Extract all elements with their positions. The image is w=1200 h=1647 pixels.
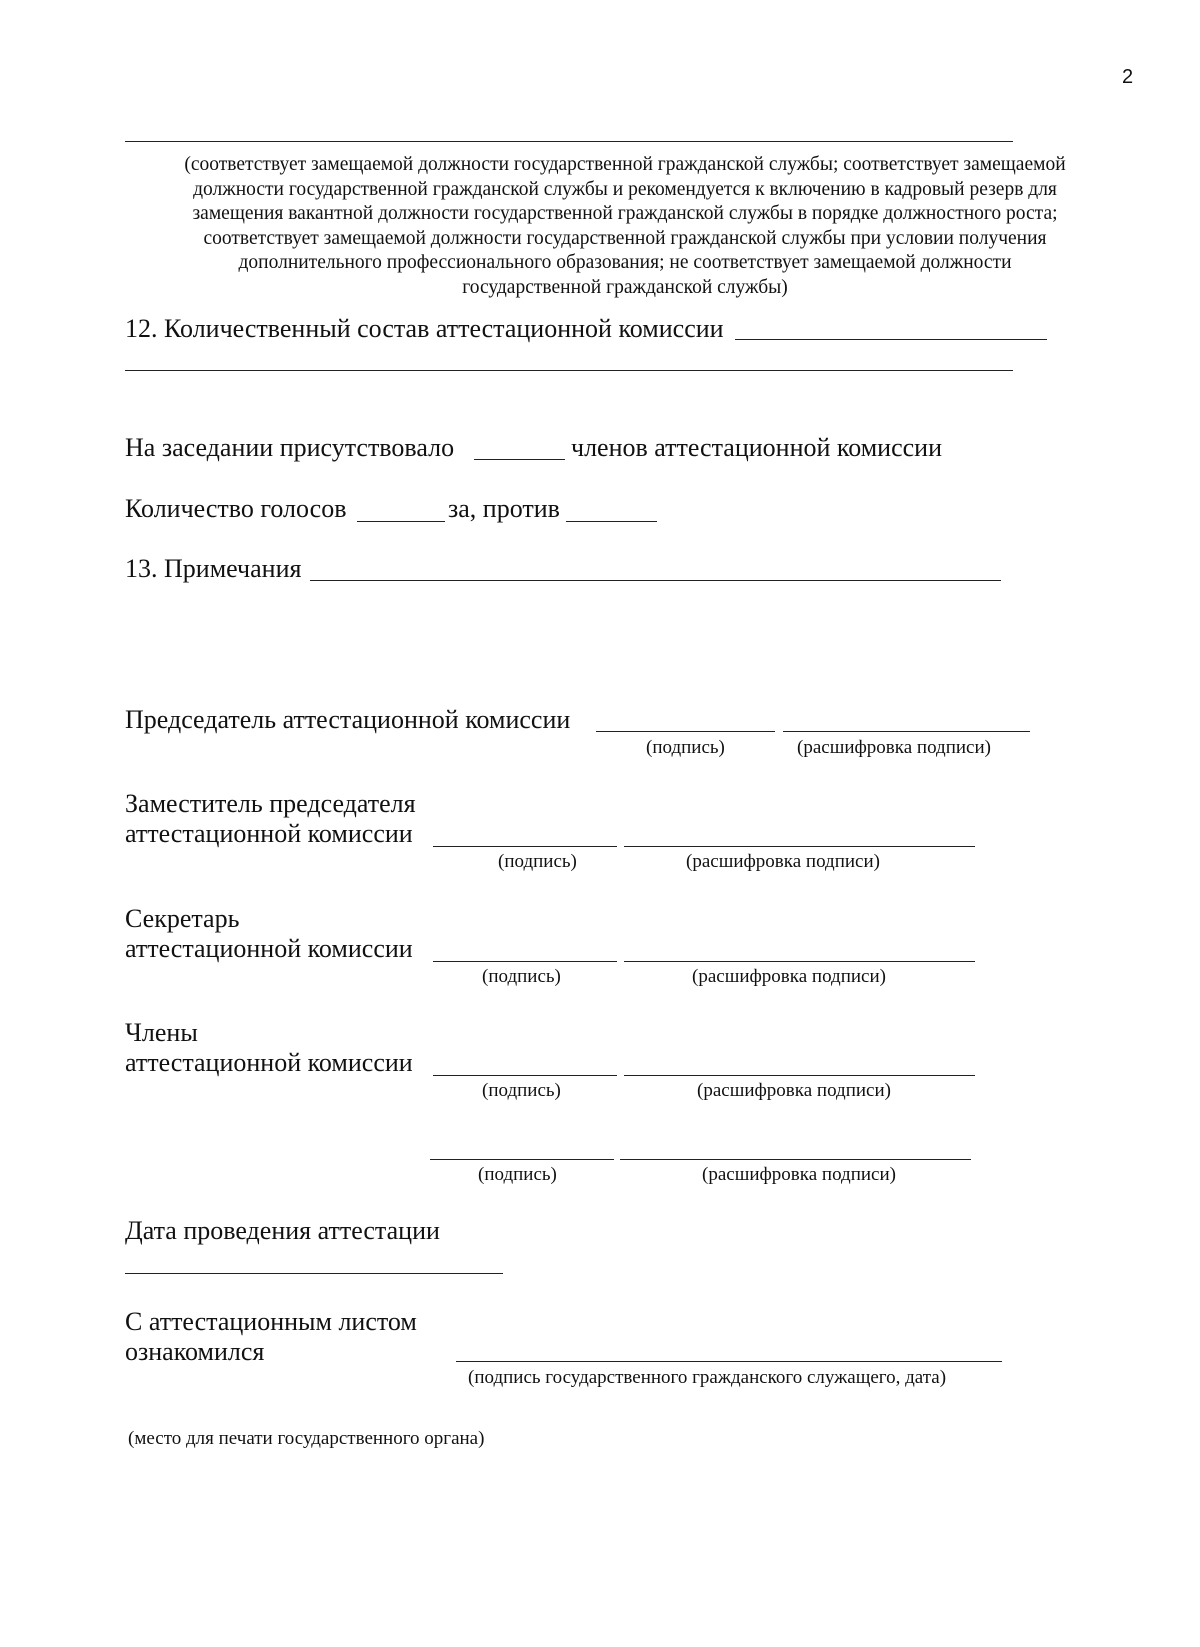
deputy-label-line1: Заместитель председателя bbox=[125, 789, 416, 818]
acquainted-label-line2: ознакомился bbox=[125, 1337, 265, 1366]
recommendation-note bbox=[125, 153, 1125, 300]
page-number: 2 bbox=[1122, 66, 1134, 88]
member-2-signature-caption: (подпись) bbox=[478, 1164, 557, 1185]
member-2-signature-field[interactable] bbox=[430, 1159, 614, 1160]
member-1-decipher-field[interactable] bbox=[624, 1075, 975, 1076]
result-line[interactable] bbox=[125, 141, 1013, 142]
attestation-date-field[interactable] bbox=[125, 1273, 503, 1274]
votes-label: Количество голосов bbox=[125, 494, 347, 523]
chairman-decipher-caption: (расшифровка подписи) bbox=[797, 737, 991, 758]
chairman-label: Председатель аттестационной комиссии bbox=[125, 705, 571, 734]
chairman-signature-field[interactable] bbox=[596, 731, 775, 732]
note-line: (соответствует замещаемой должности государственной гражданской службы; соответствует замещаемой bbox=[184, 154, 1066, 175]
section-12-label: 12. Количественный состав аттестационной комиссии bbox=[125, 314, 724, 343]
secretary-label-line1: Секретарь bbox=[125, 904, 240, 933]
secretary-decipher-field[interactable] bbox=[624, 961, 975, 962]
note-line: замещения вакантной должности государственной гражданской службы в порядке должностного роста; bbox=[192, 203, 1058, 224]
deputy-decipher-caption: (расшифровка подписи) bbox=[686, 851, 880, 872]
member-1-signature-field[interactable] bbox=[433, 1075, 617, 1076]
votes-for-field[interactable] bbox=[357, 521, 445, 522]
secretary-label-line2: аттестационной комиссии bbox=[125, 934, 413, 963]
deputy-label-line2: аттестационной комиссии bbox=[125, 819, 413, 848]
attendance-count-field[interactable] bbox=[474, 459, 565, 460]
chairman-signature-caption: (подпись) bbox=[646, 737, 725, 758]
note-line: должности государственной гражданской службы и рекомендуется к включению в кадровый резерв для bbox=[193, 178, 1057, 200]
attendance-suffix: членов аттестационной комиссии bbox=[571, 433, 942, 462]
note-line: соответствует замещаемой должности государственной гражданской службы при условии получения bbox=[203, 227, 1047, 249]
employee-signature-date-field[interactable] bbox=[456, 1361, 1002, 1362]
secretary-signature-field[interactable] bbox=[433, 961, 617, 962]
members-label-line1: Члены bbox=[125, 1018, 198, 1047]
note-line: государственной гражданской службы) bbox=[462, 276, 788, 298]
votes-for-against-label: за, против bbox=[448, 494, 560, 523]
stamp-place-label: (место для печати государственного органа) bbox=[128, 1428, 485, 1449]
votes-against-field[interactable] bbox=[566, 521, 657, 522]
commission-size-field[interactable] bbox=[735, 339, 1047, 340]
deputy-signature-caption: (подпись) bbox=[498, 851, 577, 872]
secretary-decipher-caption: (расшифровка подписи) bbox=[692, 966, 886, 987]
secretary-signature-caption: (подпись) bbox=[482, 966, 561, 987]
member-2-decipher-caption: (расшифровка подписи) bbox=[702, 1164, 896, 1185]
attendance-label: На заседании присутствовало bbox=[125, 433, 455, 462]
notes-field[interactable] bbox=[310, 580, 1001, 581]
acquainted-label-line1: С аттестационным листом bbox=[125, 1307, 417, 1336]
note-line: дополнительного профессионального образования; не соответствует замещаемой должности bbox=[238, 252, 1012, 273]
deputy-signature-field[interactable] bbox=[433, 846, 617, 847]
members-label-line2: аттестационной комиссии bbox=[125, 1048, 413, 1077]
employee-signature-caption: (подпись государственного гражданского служащего, дата) bbox=[468, 1367, 947, 1388]
section-13-label: 13. Примечания bbox=[125, 554, 302, 583]
member-1-decipher-caption: (расшифровка подписи) bbox=[697, 1080, 891, 1101]
deputy-decipher-field[interactable] bbox=[624, 846, 975, 847]
member-2-decipher-field[interactable] bbox=[620, 1159, 971, 1160]
commission-size-field-continued[interactable] bbox=[125, 370, 1013, 371]
chairman-decipher-field[interactable] bbox=[783, 731, 1030, 732]
attestation-date-label: Дата проведения аттестации bbox=[125, 1216, 440, 1245]
member-1-signature-caption: (подпись) bbox=[482, 1080, 561, 1101]
